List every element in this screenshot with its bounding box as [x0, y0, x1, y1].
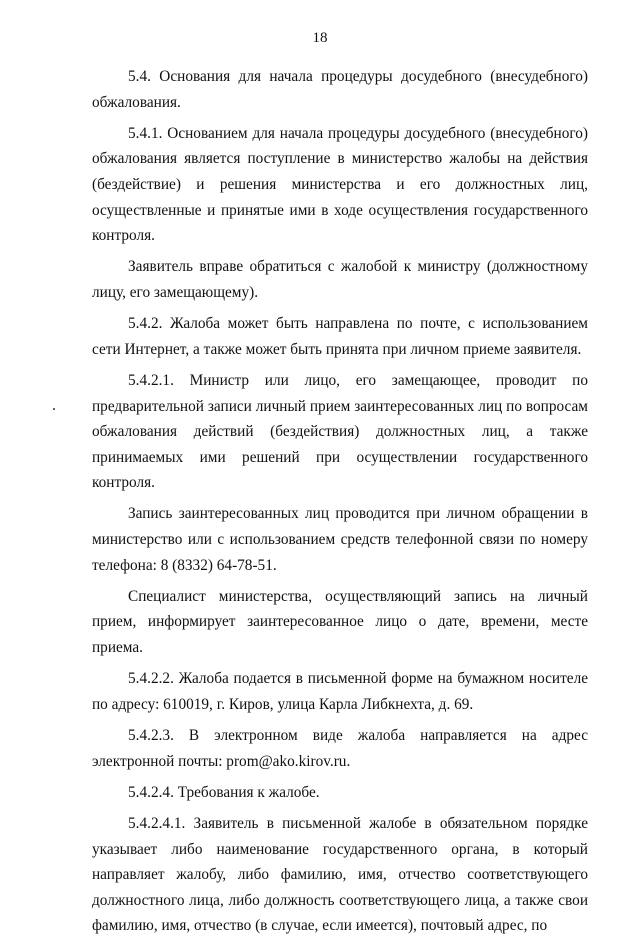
paragraph-5-4-2-2: 5.4.2.2. Жалоба подается в письменной форме на бумажном носителе по адресу: 610019, г. Киров, улица Карла Либкнехта, д. 69.	[92, 670, 588, 713]
paragraph-specialist: Специалист министерства, осуществляющий запись на личный прием, информирует заинтересованное лицо о дате, времени, месте приема.	[92, 587, 588, 657]
paragraph-registration: Запись заинтересованных лиц проводится при личном обращении в министерство или с использованием средств телефонной связи по номеру телефона: 8 (8332) 64-78-51.	[92, 505, 588, 574]
paragraph-5-4: 5.4. Основания для начала процедуры досудебного (внесудебного) обжалования.	[92, 68, 588, 111]
paragraph-applicant-right: Заявитель вправе обратиться с жалобой к министру (должностному лицу, его замещающему).	[92, 258, 588, 301]
paragraph-5-4-2: 5.4.2. Жалоба может быть направлена по почте, с использованием сети Интернет, а также может быть принята при личном приеме заявителя.	[92, 315, 588, 358]
paragraph-5-4-2-4: 5.4.2.4. Требования к жалобе.	[128, 783, 320, 801]
paragraph-5-4-2-3: 5.4.2.3. В электронном виде жалоба направляется на адрес электронной почты: prom@ako.kirov.ru.	[92, 727, 588, 770]
page-number: 18	[312, 30, 328, 46]
scan-speck	[53, 408, 55, 410]
paragraph-5-4-2-1: 5.4.2.1. Министр или лицо, его замещающее, проводит по предварительной записи личный прием заинтересованных лиц по вопросам обжалования действий (бездействия) должностных лиц, а также принимаемых ими решений при осуществлении государственного контроля.	[92, 371, 588, 492]
document-body	[92, 64, 588, 945]
paragraph-5-4-1: 5.4.1. Основанием для начала процедуры досудебного (внесудебного) обжалования является поступление в министерство жалобы на действия (бездействие) и решения министерства и его должностных лиц, осуществленные и принятые ими в ходе осуществления государственного контроля.	[92, 124, 588, 245]
paragraph-5-4-2-4-1: 5.4.2.4.1. Заявитель в письменной жалобе в обязательном порядке указывает либо наименование государственного органа, в который направляет жалобу, либо фамилию, имя, отчество соответствующего должностного лица, либо должность соответствующего лица, а также свои фамилию, имя, отчество (в случае, если имеется), почтовый адрес, по	[92, 814, 588, 935]
